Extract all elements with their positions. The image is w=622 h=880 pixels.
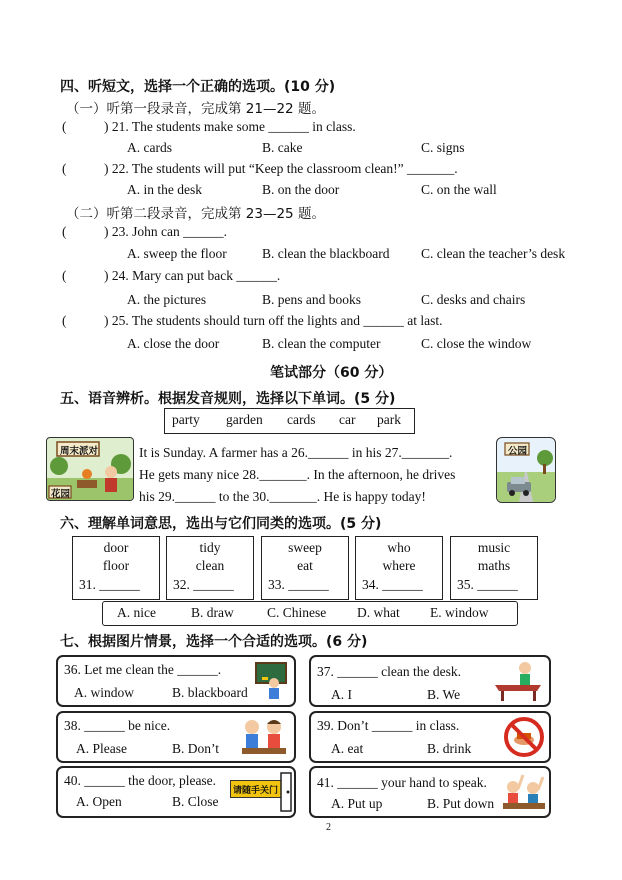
option-item: D. what xyxy=(357,605,400,620)
picture-question-36 xyxy=(56,655,296,707)
option-22a: A. in the desk xyxy=(127,182,202,197)
section4-part1: （一）听第一段录音，完成第 21—22 题。 xyxy=(66,101,325,117)
raise-hand-icon xyxy=(501,771,547,813)
answer-paren-24: ( xyxy=(62,268,67,283)
no-eating-icon xyxy=(503,716,545,758)
option-b: B. blackboard xyxy=(172,685,248,700)
option-a: A. Open xyxy=(76,794,122,809)
option-23b: B. clean the blackboard xyxy=(262,246,390,261)
option-21c: C. signs xyxy=(421,140,465,155)
option-22c: C. on the wall xyxy=(421,182,497,197)
section4-part2: （二）听第二段录音，完成第 23—25 题。 xyxy=(66,206,325,222)
question-24: ) 24. Mary can put back ______. xyxy=(104,268,281,283)
group-word: sweep xyxy=(288,540,322,555)
group-word: door xyxy=(103,540,129,555)
door-sign-text: 请随手关门 xyxy=(233,786,279,796)
option-a: A. Put up xyxy=(331,796,383,811)
group-word: maths xyxy=(477,558,511,573)
picture-question-40 xyxy=(56,766,296,818)
option-item: A. nice xyxy=(117,605,156,620)
question-text: 40. ______ the door, please. xyxy=(64,773,217,788)
option-item: E. window xyxy=(430,605,489,620)
option-25a: A. close the door xyxy=(127,336,220,351)
answer-paren-23: ( xyxy=(62,224,67,239)
question-text: 36. Let me clean the ______. xyxy=(64,662,222,677)
park-car-picture xyxy=(496,437,556,503)
option-a: A. eat xyxy=(331,741,364,756)
blank-33[interactable]: 33. ______ xyxy=(268,577,329,592)
option-21a: A. cards xyxy=(127,140,172,155)
word-group-35 xyxy=(450,536,538,600)
word-bank xyxy=(164,408,415,434)
section6-title: 六、理解单词意思，选出与它们同类的选项。(5 分) xyxy=(60,516,382,532)
option-b: B. Put down xyxy=(427,796,495,811)
kids-being-nice-icon xyxy=(238,716,290,758)
picture-question-39 xyxy=(309,711,551,763)
word-bank-item: cards xyxy=(287,412,316,427)
passage-line-1: It is Sunday. A farmer has a 26.______ in his 27._______. xyxy=(139,445,453,460)
word-bank-item: garden xyxy=(226,412,263,427)
option-b: B. Don’t xyxy=(172,741,220,756)
option-24b: B. pens and books xyxy=(262,292,361,307)
garden-party-picture xyxy=(46,437,134,501)
answer-paren-25: ( xyxy=(62,313,67,328)
answer-paren-21: ( xyxy=(62,119,67,134)
group-word: clean xyxy=(195,558,225,573)
section7-title: 七、根据图片情景，选择一个合适的选项。(6 分) xyxy=(60,634,368,650)
option-b: B. Close xyxy=(172,794,219,809)
option-b: B. drink xyxy=(427,741,472,756)
question-text: 37. ______ clean the desk. xyxy=(317,664,461,679)
option-23a: A. sweep the floor xyxy=(127,246,227,261)
door-icon xyxy=(280,772,292,812)
blank-32[interactable]: 32. ______ xyxy=(173,577,234,592)
picture-question-41 xyxy=(309,766,551,818)
option-22b: B. on the door xyxy=(262,182,340,197)
blank-35[interactable]: 35. ______ xyxy=(457,577,518,592)
group-word: eat xyxy=(297,558,313,573)
picture-question-38 xyxy=(56,711,296,763)
question-23: ) 23. John can ______. xyxy=(104,224,227,239)
word-group-32 xyxy=(166,536,254,600)
section5-title: 五、语音辨析。根据发音规则，选择以下单词。(5 分) xyxy=(60,391,396,407)
door-sign xyxy=(230,780,282,798)
option-23c: C. clean the teacher’s desk xyxy=(421,246,566,261)
group-word: where xyxy=(382,558,416,573)
word-group-33 xyxy=(261,536,349,600)
option-a: A. window xyxy=(74,685,134,700)
option-item: C. Chinese xyxy=(267,605,327,620)
option-item: B. draw xyxy=(191,605,234,620)
page-number: 2 xyxy=(326,822,331,833)
written-part-title: 笔试部分（60 分） xyxy=(270,365,393,381)
group-word: music xyxy=(477,540,511,555)
sign-garden-text: 花园 xyxy=(51,489,71,500)
sign-park-text: 公园 xyxy=(508,446,528,457)
question-21: ) 21. The students make some ______ in class. xyxy=(104,119,356,134)
option-21b: B. cake xyxy=(262,140,303,155)
desk-cleaning-icon xyxy=(491,659,547,703)
sign-party-text: 周末派对 xyxy=(60,446,99,457)
blank-31[interactable]: 31. ______ xyxy=(79,577,140,592)
word-bank-item: car xyxy=(339,412,356,427)
option-a: A. Please xyxy=(76,741,127,756)
blank-34[interactable]: 34. ______ xyxy=(362,577,423,592)
word-group-34 xyxy=(355,536,443,600)
option-24c: C. desks and chairs xyxy=(421,292,526,307)
options-bank xyxy=(102,601,518,626)
question-text: 38. ______ be nice. xyxy=(64,718,171,733)
question-text: 39. Don’t ______ in class. xyxy=(317,718,460,733)
group-word: floor xyxy=(102,558,130,573)
section4-title: 四、听短文，选择一个正确的选项。(10 分) xyxy=(60,79,336,95)
option-25c: C. close the window xyxy=(421,336,532,351)
word-group-31 xyxy=(72,536,160,600)
passage-line-2: He gets many nice 28._______. In the afternoon, he drives xyxy=(139,467,456,482)
question-25: ) 25. The students should turn off the lights and ______ at last. xyxy=(104,313,443,328)
picture-question-37 xyxy=(309,655,551,707)
group-word: who xyxy=(387,540,411,555)
question-text: 41. ______ your hand to speak. xyxy=(317,775,487,790)
passage-line-3: his 29.______ to the 30._______. He is happy today! xyxy=(139,489,426,504)
word-bank-item: park xyxy=(377,412,401,427)
group-word: tidy xyxy=(199,540,221,555)
blackboard-cleaning-icon xyxy=(254,661,290,701)
question-22: ) 22. The students will put “Keep the classroom clean!” _______. xyxy=(104,161,458,176)
option-25b: B. clean the computer xyxy=(262,336,381,351)
answer-paren-22: ( xyxy=(62,161,67,176)
option-24a: A. the pictures xyxy=(127,292,207,307)
option-a: A. I xyxy=(331,687,352,702)
option-b: B. We xyxy=(427,687,461,702)
word-bank-item: party xyxy=(172,412,200,427)
